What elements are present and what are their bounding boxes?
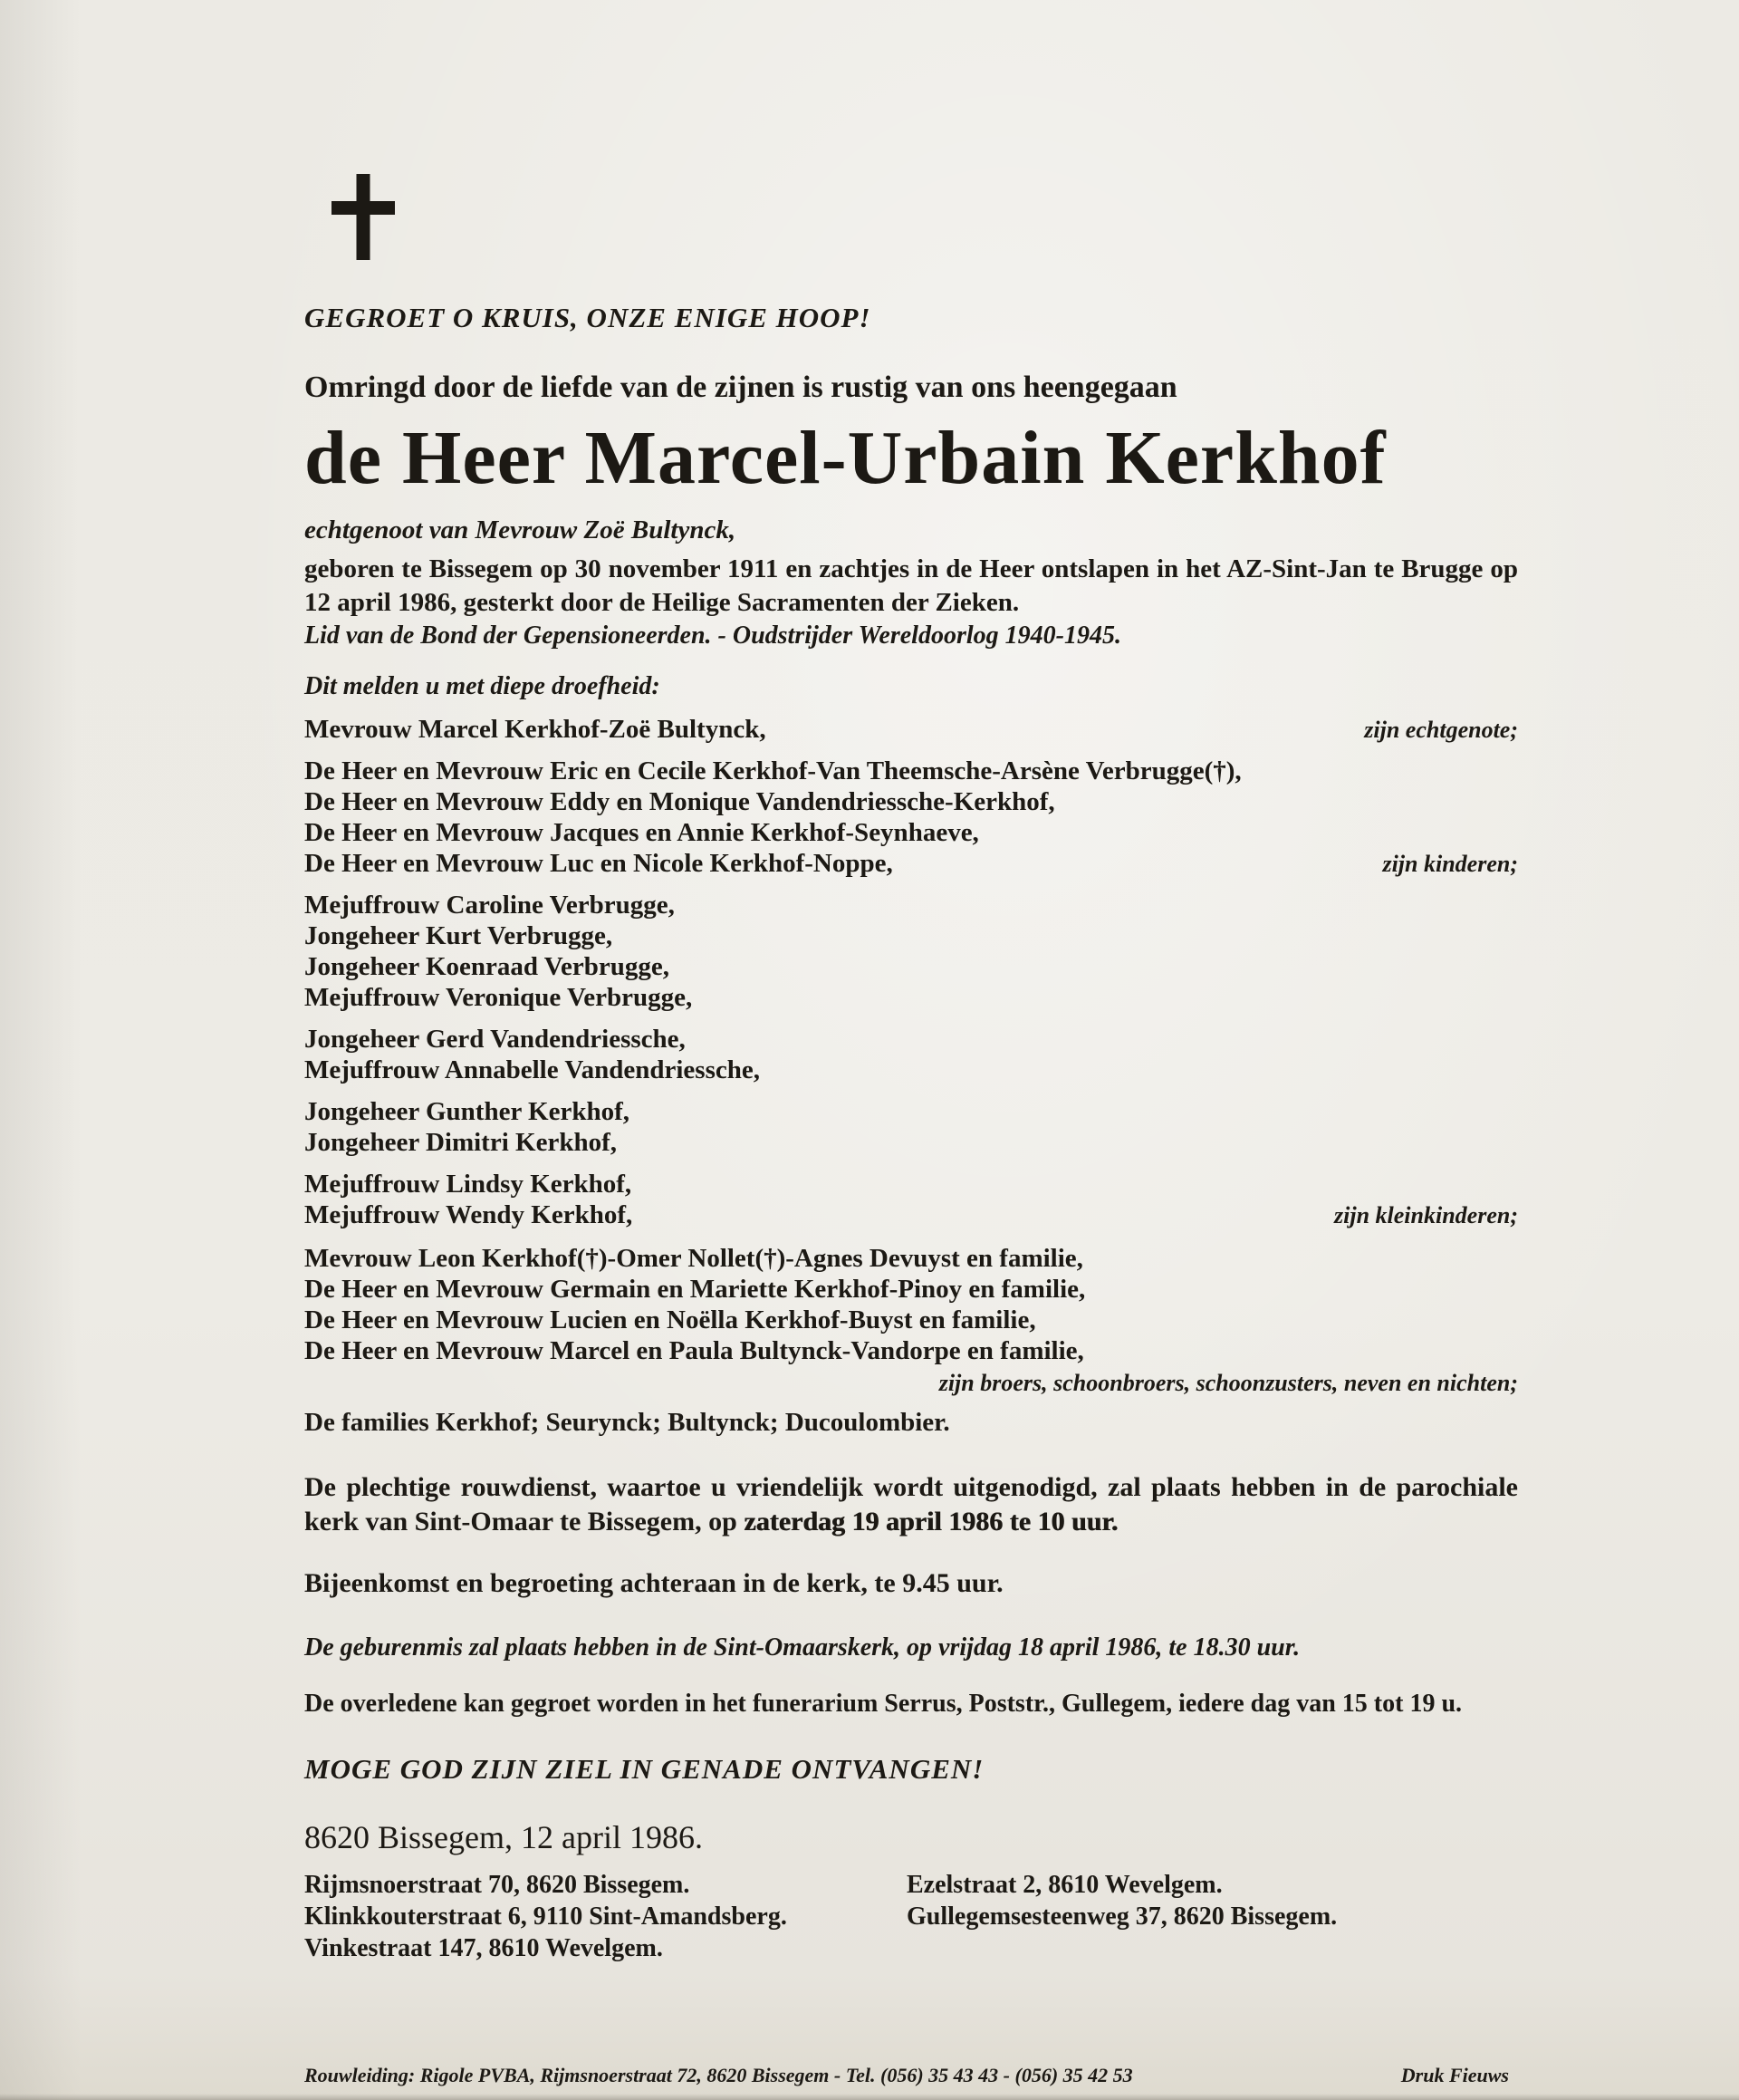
card-content: [304, 0, 1518, 1964]
relation-label-children: zijn kinderen;: [1382, 851, 1518, 878]
relation-label-grandchildren: zijn kleinkinderen;: [1334, 1202, 1518, 1229]
life-dates-paragraph: geboren te Bissegem op 30 november 1911 en zachtjes in de Heer ontslapen in het AZ-Sint-Jan te Brugge op 12 april 1986, gesterkt door de Heilige Sacramenten der Zieken.: [304, 554, 1518, 618]
families-line: De families Kerkhof; Seurynck; Bultynck; Ducoulombier.: [304, 1408, 950, 1438]
addresses-left-column: [304, 1869, 907, 1964]
deceased-name: de Heer Marcel-Urbain Kerkhof: [304, 416, 1387, 500]
family-member: Jongeheer Gunther Kerkhof,: [304, 1097, 630, 1127]
grandchildren-group-vandendriessche: [304, 1024, 1518, 1085]
relation-label-siblings: zijn broers, schoonbroers, schoonzusters, neven en nichten;: [938, 1370, 1518, 1397]
address-line: Klinkkouterstraat 6, 9110 Sint-Amandsberg.: [304, 1903, 787, 1931]
family-member: De Heer en Mevrouw Marcel en Paula Bultynck-Vandorpe en familie,: [304, 1336, 1084, 1366]
memberships-line: Lid van de Bond der Gepensioneerden. - Oudstrijder Wereldoorlog 1940-1945.: [304, 621, 1121, 650]
family-member: Jongeheer Koenraad Verbrugge,: [304, 952, 670, 982]
family-row-children-last: [304, 848, 1518, 879]
family-row-grandchildren-last: [304, 1199, 1518, 1230]
address-line: Vinkestraat 147, 8610 Wevelgem.: [304, 1934, 663, 1963]
addresses-right-column: [907, 1869, 1337, 1964]
family-member: De Heer en Mevrouw Jacques en Annie Kerkhof-Seynhaeve,: [304, 818, 979, 848]
children-block: [304, 756, 1518, 879]
grandchildren-group-kerkhof-1: [304, 1096, 1518, 1158]
address-line: Ezelstraat 2, 8610 Wevelgem.: [907, 1871, 1223, 1900]
siblings-block: [304, 1243, 1518, 1397]
neighbor-mass-line: De geburenmis zal plaats hebben in de Sint-Omaarskerk, op vrijdag 18 april 1986, te 18.30 uur.: [304, 1633, 1301, 1662]
family-member: Mejuffrouw Veronique Verbrugge,: [304, 983, 693, 1013]
family-member: Jongeheer Dimitri Kerkhof,: [304, 1128, 617, 1158]
family-member: Mejuffrouw Lindsy Kerkhof,: [304, 1170, 632, 1199]
address-line: Rijmsnoerstraat 70, 8620 Bissegem.: [304, 1871, 690, 1900]
place-date-line: 8620 Bissegem, 12 april 1986.: [304, 1819, 703, 1856]
family-member: Mejuffrouw Wendy Kerkhof,: [304, 1200, 633, 1230]
family-member: Jongeheer Kurt Verbrugge,: [304, 921, 613, 951]
visitation-line: De overledene kan gegroet worden in het funerarium Serrus, Poststr., Gullegem, iedere dag van 15 tot 19 u.: [304, 1690, 1463, 1719]
spouse-of-line: echtgenoot van Mevrouw Zoë Bultynck,: [304, 515, 736, 545]
printer-credit: Druk Fieuws: [1400, 2064, 1509, 2086]
grandchildren-group-kerkhof-2: [304, 1169, 1518, 1230]
relation-label-spouse: zijn echtgenote;: [1364, 717, 1518, 744]
family-member: Mevrouw Leon Kerkhof(†)-Omer Nollet(†)-Agnes Devuyst en familie,: [304, 1244, 1083, 1274]
cross-icon: [331, 174, 1518, 260]
addresses-block: [304, 1869, 1518, 1964]
motto-line: GEGROET O KRUIS, ONZE ENIGE HOOP!: [304, 302, 871, 333]
family-member: Mejuffrouw Caroline Verbrugge,: [304, 891, 675, 920]
family-member: De Heer en Mevrouw Lucien en Noëlla Kerkhof-Buyst en familie,: [304, 1305, 1036, 1335]
closing-prayer-line: MOGE GOD ZIJN ZIEL IN GENADE ONTVANGEN!: [304, 1753, 985, 1786]
funeral-home-line: Rouwleiding: Rigole PVBA, Rijmsnoerstraat 72, 8620 Bissegem - Tel. (056) 35 43 43 - (056) 35 42 53: [304, 2064, 1133, 2086]
family-member: Mevrouw Marcel Kerkhof-Zoë Bultynck,: [304, 715, 766, 745]
address-line: Gullegemsesteenweg 37, 8620 Bissegem.: [907, 1903, 1338, 1931]
print-footer: [304, 2064, 1509, 2087]
announcement-line: Dit melden u met diepe droefheid:: [304, 672, 660, 701]
grandchildren-group-verbrugge: [304, 890, 1518, 1013]
family-member: De Heer en Mevrouw Eddy en Monique Vandendriessche-Kerkhof,: [304, 787, 1055, 817]
funeral-service-paragraph: [304, 1470, 1518, 1539]
family-member: De Heer en Mevrouw Eric en Cecile Kerkhof-Van Theemsche-Arsène Verbrugge(†),: [304, 756, 1242, 786]
family-member: Mejuffrouw Annabelle Vandendriessche,: [304, 1055, 760, 1085]
family-member: De Heer en Mevrouw Luc en Nicole Kerkhof-Noppe,: [304, 849, 893, 879]
intro-line: Omringd door de liefde van de zijnen is rustig van ons heengegaan: [304, 371, 1177, 404]
family-row-spouse: [304, 714, 1518, 745]
family-member: De Heer en Mevrouw Germain en Mariette Kerkhof-Pinoy en familie,: [304, 1275, 1086, 1305]
family-member: Jongeheer Gerd Vandendriessche,: [304, 1025, 686, 1055]
funeral-service-datetime: zaterdag 19 april 1986 te 10 uur.: [744, 1507, 1119, 1537]
gathering-line: Bijeenkomst en begroeting achteraan in de kerk, te 9.45 uur.: [304, 1568, 1004, 1599]
funeral-service-text: De plechtige rouwdienst, waartoe u vriendelijk wordt uitgenodigd, zal plaats hebben in de parochiale kerk van Sint-Omaar te Bissegem, op: [304, 1472, 1518, 1537]
